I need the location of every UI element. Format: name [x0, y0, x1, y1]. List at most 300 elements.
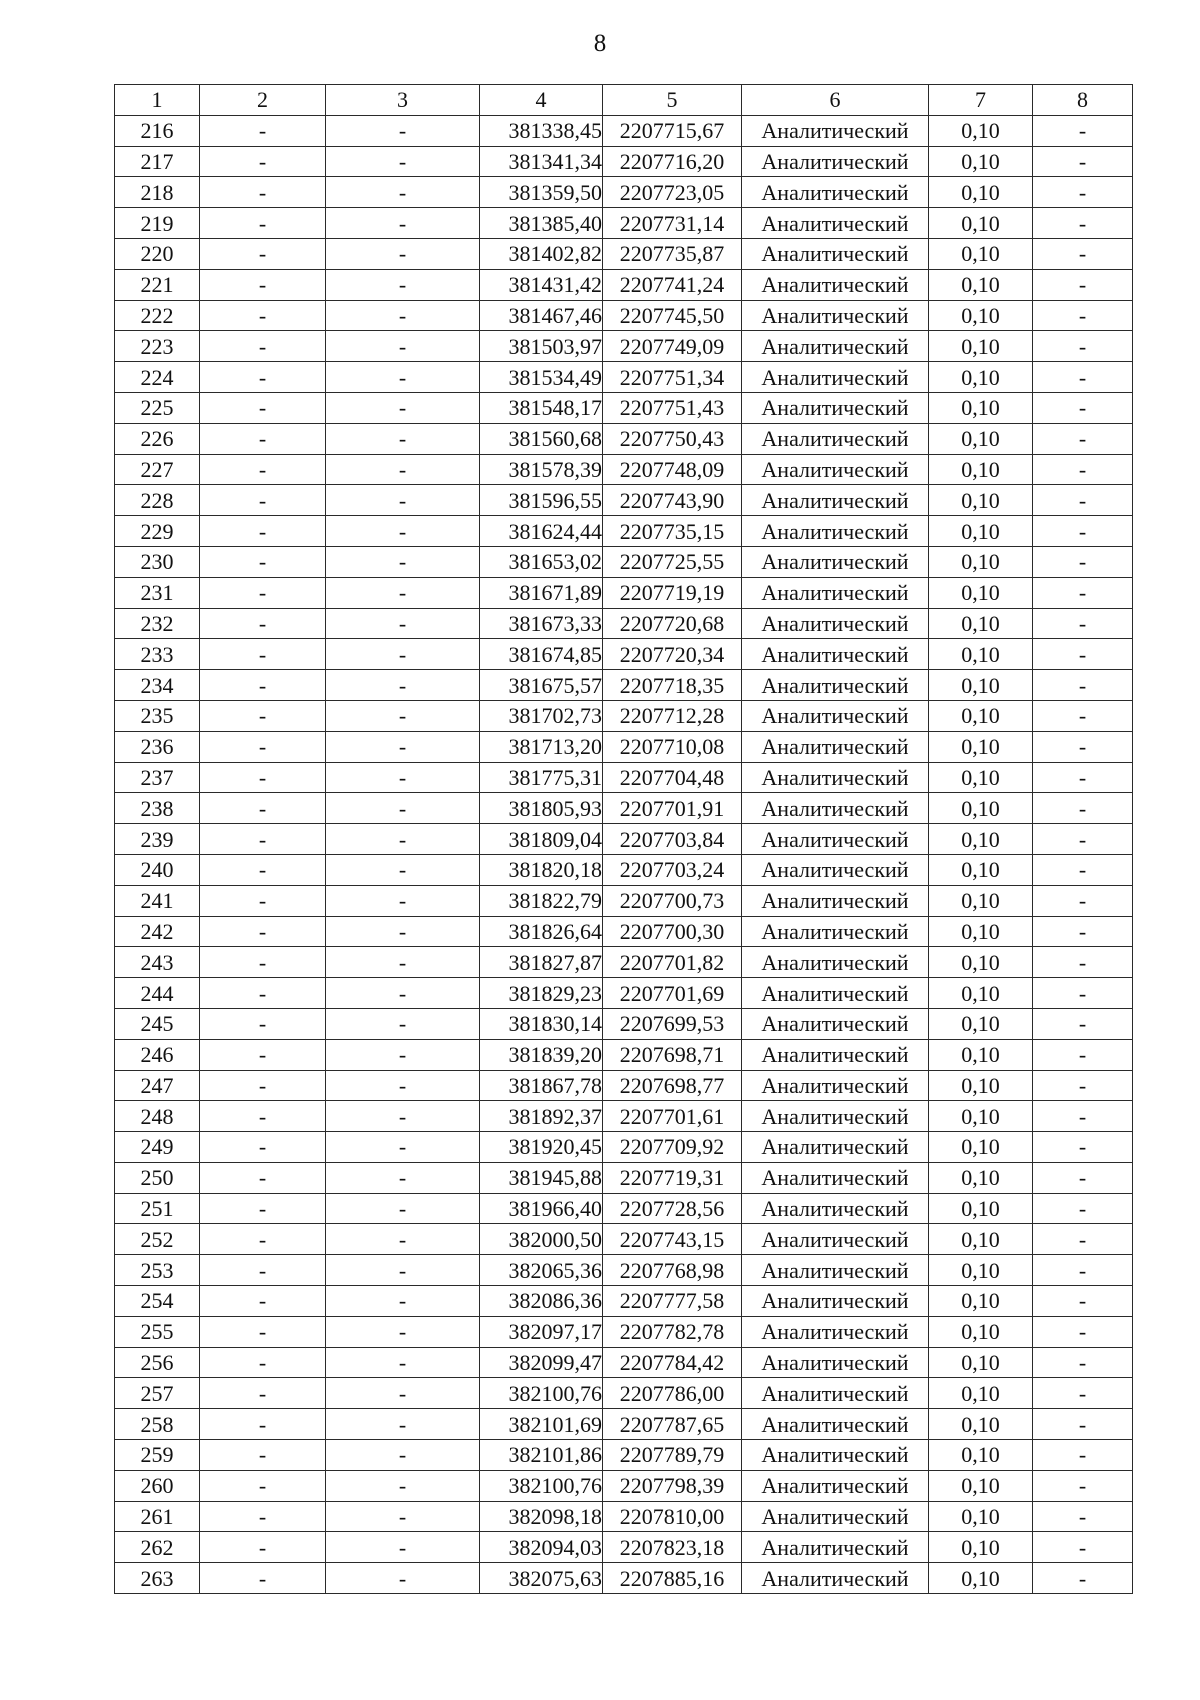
- y-coordinate-cell: 2207885,16: [603, 1563, 742, 1594]
- table-row: [115, 885, 1133, 916]
- method-cell: Аналитический: [742, 392, 929, 423]
- column-2-cell: -: [200, 978, 326, 1009]
- column-2-cell: -: [200, 300, 326, 331]
- point-number-cell: 257: [115, 1378, 200, 1409]
- column-3-cell: -: [326, 1440, 480, 1471]
- y-coordinate-cell: 2207728,56: [603, 1193, 742, 1224]
- column-8-cell: -: [1033, 670, 1133, 701]
- column-8-cell: -: [1033, 1070, 1133, 1101]
- point-number-cell: 225: [115, 392, 200, 423]
- point-number-cell: 229: [115, 516, 200, 547]
- point-number-cell: 234: [115, 670, 200, 701]
- accuracy-cell: 0,10: [929, 1193, 1033, 1224]
- column-2-cell: -: [200, 947, 326, 978]
- column-2-cell: -: [200, 146, 326, 177]
- column-8-cell: -: [1033, 1378, 1133, 1409]
- column-2-cell: -: [200, 485, 326, 516]
- table-row: [115, 238, 1133, 269]
- column-header-7: 7: [929, 85, 1033, 116]
- accuracy-cell: 0,10: [929, 1563, 1033, 1594]
- column-8-cell: -: [1033, 146, 1133, 177]
- method-cell: Аналитический: [742, 670, 929, 701]
- method-cell: Аналитический: [742, 793, 929, 824]
- point-number-cell: 223: [115, 331, 200, 362]
- y-coordinate-cell: 2207710,08: [603, 731, 742, 762]
- column-3-cell: -: [326, 854, 480, 885]
- x-coordinate-cell: 382100,76: [480, 1378, 603, 1409]
- column-8-cell: -: [1033, 208, 1133, 239]
- point-number-cell: 246: [115, 1039, 200, 1070]
- method-cell: Аналитический: [742, 700, 929, 731]
- column-3-cell: -: [326, 947, 480, 978]
- column-8-cell: -: [1033, 300, 1133, 331]
- table-row: [115, 177, 1133, 208]
- x-coordinate-cell: 381827,87: [480, 947, 603, 978]
- accuracy-cell: 0,10: [929, 824, 1033, 855]
- column-2-cell: -: [200, 854, 326, 885]
- table-row: [115, 1532, 1133, 1563]
- column-3-cell: -: [326, 1224, 480, 1255]
- point-number-cell: 226: [115, 423, 200, 454]
- column-3-cell: -: [326, 577, 480, 608]
- column-2-cell: -: [200, 1440, 326, 1471]
- y-coordinate-cell: 2207786,00: [603, 1378, 742, 1409]
- column-3-cell: -: [326, 485, 480, 516]
- x-coordinate-cell: 381653,02: [480, 546, 603, 577]
- column-3-cell: -: [326, 1255, 480, 1286]
- point-number-cell: 221: [115, 269, 200, 300]
- point-number-cell: 262: [115, 1532, 200, 1563]
- table-body: [115, 115, 1133, 1593]
- point-number-cell: 255: [115, 1316, 200, 1347]
- column-3-cell: -: [326, 1316, 480, 1347]
- column-2-cell: -: [200, 1255, 326, 1286]
- column-header-3: 3: [326, 85, 480, 116]
- column-8-cell: -: [1033, 1409, 1133, 1440]
- point-number-cell: 218: [115, 177, 200, 208]
- point-number-cell: 237: [115, 762, 200, 793]
- column-8-cell: -: [1033, 454, 1133, 485]
- x-coordinate-cell: 381503,97: [480, 331, 603, 362]
- table-row: [115, 700, 1133, 731]
- column-3-cell: -: [326, 1378, 480, 1409]
- accuracy-cell: 0,10: [929, 1039, 1033, 1070]
- column-8-cell: -: [1033, 762, 1133, 793]
- y-coordinate-cell: 2207701,91: [603, 793, 742, 824]
- column-8-cell: -: [1033, 177, 1133, 208]
- x-coordinate-cell: 382094,03: [480, 1532, 603, 1563]
- accuracy-cell: 0,10: [929, 1070, 1033, 1101]
- point-number-cell: 236: [115, 731, 200, 762]
- column-3-cell: -: [326, 454, 480, 485]
- accuracy-cell: 0,10: [929, 608, 1033, 639]
- column-3-cell: -: [326, 1347, 480, 1378]
- table-row: [115, 731, 1133, 762]
- column-8-cell: -: [1033, 824, 1133, 855]
- point-number-cell: 249: [115, 1132, 200, 1163]
- method-cell: Аналитический: [742, 208, 929, 239]
- y-coordinate-cell: 2207701,82: [603, 947, 742, 978]
- x-coordinate-cell: 381467,46: [480, 300, 603, 331]
- header-row: [115, 85, 1133, 116]
- table-row: [115, 485, 1133, 516]
- method-cell: Аналитический: [742, 1470, 929, 1501]
- column-2-cell: -: [200, 639, 326, 670]
- table-row: [115, 146, 1133, 177]
- method-cell: Аналитический: [742, 485, 929, 516]
- column-2-cell: -: [200, 516, 326, 547]
- y-coordinate-cell: 2207725,55: [603, 546, 742, 577]
- y-coordinate-cell: 2207700,73: [603, 885, 742, 916]
- accuracy-cell: 0,10: [929, 916, 1033, 947]
- column-3-cell: -: [326, 978, 480, 1009]
- column-3-cell: -: [326, 793, 480, 824]
- x-coordinate-cell: 381805,93: [480, 793, 603, 824]
- table-row: [115, 1132, 1133, 1163]
- column-2-cell: -: [200, 670, 326, 701]
- x-coordinate-cell: 381809,04: [480, 824, 603, 855]
- table-row: [115, 1224, 1133, 1255]
- method-cell: Аналитический: [742, 1162, 929, 1193]
- point-number-cell: 224: [115, 362, 200, 393]
- point-number-cell: 231: [115, 577, 200, 608]
- x-coordinate-cell: 381548,17: [480, 392, 603, 423]
- x-coordinate-cell: 382086,36: [480, 1286, 603, 1317]
- x-coordinate-cell: 381713,20: [480, 731, 603, 762]
- y-coordinate-cell: 2207782,78: [603, 1316, 742, 1347]
- point-number-cell: 256: [115, 1347, 200, 1378]
- column-3-cell: -: [326, 1070, 480, 1101]
- point-number-cell: 250: [115, 1162, 200, 1193]
- page-number: 8: [593, 30, 607, 57]
- table-row: [115, 947, 1133, 978]
- accuracy-cell: 0,10: [929, 1378, 1033, 1409]
- x-coordinate-cell: 381338,45: [480, 115, 603, 146]
- column-2-cell: -: [200, 1070, 326, 1101]
- accuracy-cell: 0,10: [929, 793, 1033, 824]
- x-coordinate-cell: 382097,17: [480, 1316, 603, 1347]
- accuracy-cell: 0,10: [929, 516, 1033, 547]
- accuracy-cell: 0,10: [929, 1255, 1033, 1286]
- column-8-cell: -: [1033, 392, 1133, 423]
- x-coordinate-cell: 382065,36: [480, 1255, 603, 1286]
- column-2-cell: -: [200, 269, 326, 300]
- y-coordinate-cell: 2207720,68: [603, 608, 742, 639]
- point-number-cell: 244: [115, 978, 200, 1009]
- method-cell: Аналитический: [742, 1440, 929, 1471]
- accuracy-cell: 0,10: [929, 1532, 1033, 1563]
- y-coordinate-cell: 2207743,15: [603, 1224, 742, 1255]
- x-coordinate-cell: 381596,55: [480, 485, 603, 516]
- column-2-cell: -: [200, 1008, 326, 1039]
- column-3-cell: -: [326, 670, 480, 701]
- column-8-cell: -: [1033, 546, 1133, 577]
- column-3-cell: -: [326, 1563, 480, 1594]
- column-2-cell: -: [200, 577, 326, 608]
- table-row: [115, 208, 1133, 239]
- table-row: [115, 300, 1133, 331]
- column-2-cell: -: [200, 1501, 326, 1532]
- table-row: [115, 793, 1133, 824]
- column-3-cell: -: [326, 1008, 480, 1039]
- column-2-cell: -: [200, 700, 326, 731]
- x-coordinate-cell: 381920,45: [480, 1132, 603, 1163]
- column-3-cell: -: [326, 115, 480, 146]
- y-coordinate-cell: 2207720,34: [603, 639, 742, 670]
- x-coordinate-cell: 381702,73: [480, 700, 603, 731]
- table-row: [115, 1470, 1133, 1501]
- column-header-8: 8: [1033, 85, 1133, 116]
- method-cell: Аналитический: [742, 1532, 929, 1563]
- column-2-cell: -: [200, 546, 326, 577]
- column-3-cell: -: [326, 916, 480, 947]
- column-2-cell: -: [200, 177, 326, 208]
- method-cell: Аналитический: [742, 362, 929, 393]
- column-8-cell: -: [1033, 1532, 1133, 1563]
- method-cell: Аналитический: [742, 1070, 929, 1101]
- column-8-cell: -: [1033, 577, 1133, 608]
- point-number-cell: 260: [115, 1470, 200, 1501]
- point-number-cell: 228: [115, 485, 200, 516]
- method-cell: Аналитический: [742, 516, 929, 547]
- column-8-cell: -: [1033, 978, 1133, 1009]
- column-8-cell: -: [1033, 885, 1133, 916]
- table-row: [115, 516, 1133, 547]
- method-cell: Аналитический: [742, 1409, 929, 1440]
- accuracy-cell: 0,10: [929, 1501, 1033, 1532]
- y-coordinate-cell: 2207719,19: [603, 577, 742, 608]
- method-cell: Аналитический: [742, 1008, 929, 1039]
- y-coordinate-cell: 2207750,43: [603, 423, 742, 454]
- accuracy-cell: 0,10: [929, 454, 1033, 485]
- x-coordinate-cell: 381945,88: [480, 1162, 603, 1193]
- accuracy-cell: 0,10: [929, 485, 1033, 516]
- column-3-cell: -: [326, 146, 480, 177]
- y-coordinate-cell: 2207698,71: [603, 1039, 742, 1070]
- table-row: [115, 269, 1133, 300]
- table-row: [115, 1070, 1133, 1101]
- accuracy-cell: 0,10: [929, 947, 1033, 978]
- y-coordinate-cell: 2207777,58: [603, 1286, 742, 1317]
- accuracy-cell: 0,10: [929, 208, 1033, 239]
- column-8-cell: -: [1033, 700, 1133, 731]
- y-coordinate-cell: 2207810,00: [603, 1501, 742, 1532]
- column-2-cell: -: [200, 454, 326, 485]
- x-coordinate-cell: 381830,14: [480, 1008, 603, 1039]
- point-number-cell: 232: [115, 608, 200, 639]
- table-row: [115, 1501, 1133, 1532]
- table-row: [115, 331, 1133, 362]
- method-cell: Аналитический: [742, 1501, 929, 1532]
- column-8-cell: -: [1033, 1008, 1133, 1039]
- method-cell: Аналитический: [742, 1286, 929, 1317]
- point-number-cell: 235: [115, 700, 200, 731]
- point-number-cell: 248: [115, 1101, 200, 1132]
- y-coordinate-cell: 2207743,90: [603, 485, 742, 516]
- y-coordinate-cell: 2207749,09: [603, 331, 742, 362]
- y-coordinate-cell: 2207751,43: [603, 392, 742, 423]
- x-coordinate-cell: 381775,31: [480, 762, 603, 793]
- accuracy-cell: 0,10: [929, 885, 1033, 916]
- column-3-cell: -: [326, 546, 480, 577]
- column-2-cell: -: [200, 1132, 326, 1163]
- table-row: [115, 1440, 1133, 1471]
- x-coordinate-cell: 381675,57: [480, 670, 603, 701]
- column-8-cell: -: [1033, 1193, 1133, 1224]
- x-coordinate-cell: 381671,89: [480, 577, 603, 608]
- column-8-cell: -: [1033, 639, 1133, 670]
- accuracy-cell: 0,10: [929, 639, 1033, 670]
- method-cell: Аналитический: [742, 546, 929, 577]
- method-cell: Аналитический: [742, 639, 929, 670]
- column-2-cell: -: [200, 392, 326, 423]
- column-8-cell: -: [1033, 485, 1133, 516]
- x-coordinate-cell: 381867,78: [480, 1070, 603, 1101]
- method-cell: Аналитический: [742, 762, 929, 793]
- accuracy-cell: 0,10: [929, 1132, 1033, 1163]
- accuracy-cell: 0,10: [929, 1470, 1033, 1501]
- accuracy-cell: 0,10: [929, 1409, 1033, 1440]
- y-coordinate-cell: 2207741,24: [603, 269, 742, 300]
- table-row: [115, 1347, 1133, 1378]
- column-2-cell: -: [200, 824, 326, 855]
- accuracy-cell: 0,10: [929, 362, 1033, 393]
- column-3-cell: -: [326, 1532, 480, 1563]
- column-3-cell: -: [326, 208, 480, 239]
- column-3-cell: -: [326, 608, 480, 639]
- method-cell: Аналитический: [742, 423, 929, 454]
- x-coordinate-cell: 381385,40: [480, 208, 603, 239]
- accuracy-cell: 0,10: [929, 1347, 1033, 1378]
- coordinates-table: [114, 84, 1133, 1594]
- column-2-cell: -: [200, 1378, 326, 1409]
- column-8-cell: -: [1033, 1440, 1133, 1471]
- y-coordinate-cell: 2207718,35: [603, 670, 742, 701]
- column-8-cell: -: [1033, 1162, 1133, 1193]
- y-coordinate-cell: 2207735,87: [603, 238, 742, 269]
- accuracy-cell: 0,10: [929, 146, 1033, 177]
- column-8-cell: -: [1033, 331, 1133, 362]
- x-coordinate-cell: 381560,68: [480, 423, 603, 454]
- table-row: [115, 978, 1133, 1009]
- accuracy-cell: 0,10: [929, 1286, 1033, 1317]
- point-number-cell: 253: [115, 1255, 200, 1286]
- accuracy-cell: 0,10: [929, 546, 1033, 577]
- table-row: [115, 1193, 1133, 1224]
- column-8-cell: -: [1033, 1563, 1133, 1594]
- column-3-cell: -: [326, 700, 480, 731]
- y-coordinate-cell: 2207768,98: [603, 1255, 742, 1286]
- column-8-cell: -: [1033, 1501, 1133, 1532]
- x-coordinate-cell: 381578,39: [480, 454, 603, 485]
- table-row: [115, 1286, 1133, 1317]
- method-cell: Аналитический: [742, 1378, 929, 1409]
- point-number-cell: 230: [115, 546, 200, 577]
- table-row: [115, 1162, 1133, 1193]
- y-coordinate-cell: 2207719,31: [603, 1162, 742, 1193]
- method-cell: Аналитический: [742, 1039, 929, 1070]
- table-row: [115, 1101, 1133, 1132]
- column-header-2: 2: [200, 85, 326, 116]
- accuracy-cell: 0,10: [929, 1224, 1033, 1255]
- column-8-cell: -: [1033, 1347, 1133, 1378]
- y-coordinate-cell: 2207748,09: [603, 454, 742, 485]
- table-row: [115, 454, 1133, 485]
- accuracy-cell: 0,10: [929, 1101, 1033, 1132]
- column-2-cell: -: [200, 1224, 326, 1255]
- column-2-cell: -: [200, 1286, 326, 1317]
- column-3-cell: -: [326, 1101, 480, 1132]
- column-2-cell: -: [200, 608, 326, 639]
- column-2-cell: -: [200, 793, 326, 824]
- column-3-cell: -: [326, 885, 480, 916]
- method-cell: Аналитический: [742, 300, 929, 331]
- column-3-cell: -: [326, 824, 480, 855]
- method-cell: Аналитический: [742, 269, 929, 300]
- column-8-cell: -: [1033, 793, 1133, 824]
- column-2-cell: -: [200, 1563, 326, 1594]
- method-cell: Аналитический: [742, 854, 929, 885]
- accuracy-cell: 0,10: [929, 1316, 1033, 1347]
- column-8-cell: -: [1033, 608, 1133, 639]
- column-2-cell: -: [200, 885, 326, 916]
- column-2-cell: -: [200, 731, 326, 762]
- y-coordinate-cell: 2207698,77: [603, 1070, 742, 1101]
- method-cell: Аналитический: [742, 1224, 929, 1255]
- y-coordinate-cell: 2207703,24: [603, 854, 742, 885]
- x-coordinate-cell: 382101,69: [480, 1409, 603, 1440]
- method-cell: Аналитический: [742, 1193, 929, 1224]
- point-number-cell: 247: [115, 1070, 200, 1101]
- accuracy-cell: 0,10: [929, 978, 1033, 1009]
- column-3-cell: -: [326, 1409, 480, 1440]
- point-number-cell: 261: [115, 1501, 200, 1532]
- column-2-cell: -: [200, 1470, 326, 1501]
- point-number-cell: 243: [115, 947, 200, 978]
- accuracy-cell: 0,10: [929, 731, 1033, 762]
- y-coordinate-cell: 2207704,48: [603, 762, 742, 793]
- accuracy-cell: 0,10: [929, 1162, 1033, 1193]
- table-row: [115, 1409, 1133, 1440]
- y-coordinate-cell: 2207745,50: [603, 300, 742, 331]
- x-coordinate-cell: 381892,37: [480, 1101, 603, 1132]
- column-8-cell: -: [1033, 362, 1133, 393]
- column-3-cell: -: [326, 1501, 480, 1532]
- y-coordinate-cell: 2207701,61: [603, 1101, 742, 1132]
- column-3-cell: -: [326, 362, 480, 393]
- point-number-cell: 239: [115, 824, 200, 855]
- y-coordinate-cell: 2207700,30: [603, 916, 742, 947]
- point-number-cell: 259: [115, 1440, 200, 1471]
- column-8-cell: -: [1033, 516, 1133, 547]
- column-8-cell: -: [1033, 1039, 1133, 1070]
- column-8-cell: -: [1033, 1286, 1133, 1317]
- method-cell: Аналитический: [742, 608, 929, 639]
- column-8-cell: -: [1033, 916, 1133, 947]
- method-cell: Аналитический: [742, 1563, 929, 1594]
- x-coordinate-cell: 382000,50: [480, 1224, 603, 1255]
- y-coordinate-cell: 2207735,15: [603, 516, 742, 547]
- accuracy-cell: 0,10: [929, 115, 1033, 146]
- column-8-cell: -: [1033, 1470, 1133, 1501]
- column-3-cell: -: [326, 731, 480, 762]
- method-cell: Аналитический: [742, 885, 929, 916]
- column-3-cell: -: [326, 392, 480, 423]
- accuracy-cell: 0,10: [929, 269, 1033, 300]
- table-row: [115, 854, 1133, 885]
- column-8-cell: -: [1033, 731, 1133, 762]
- accuracy-cell: 0,10: [929, 762, 1033, 793]
